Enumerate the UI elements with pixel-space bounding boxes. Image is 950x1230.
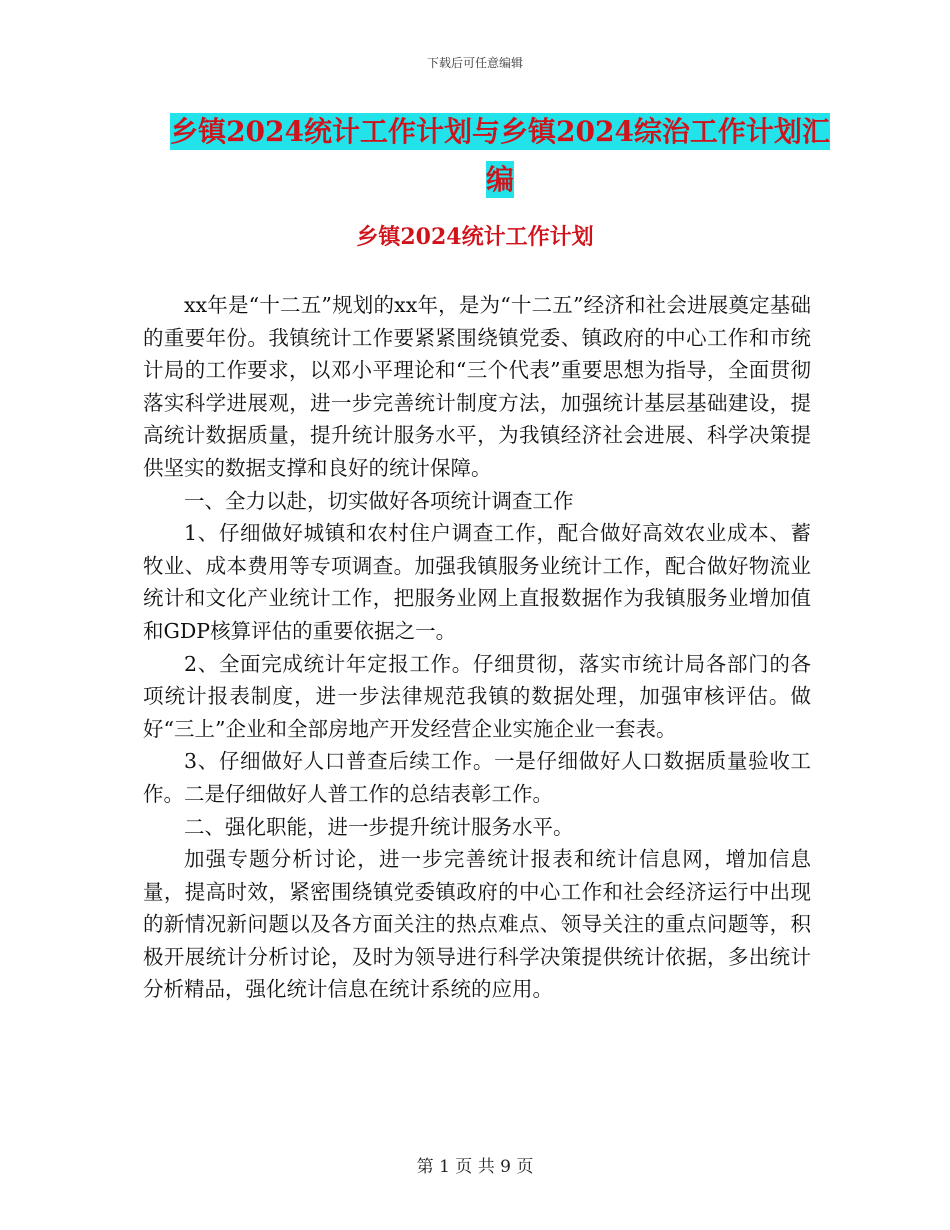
paragraph: 2、全面完成统计年定报工作。仔细贯彻，落实市统计局各部门的各项统计报表制度，进一步法律规范我镇的数据处理，加强审核评估。做好“三上”企业和全部房地产开发经营企业实施企业一套表。 — [143, 651, 811, 741]
paragraph: 加强专题分析讨论，进一步完善统计报表和统计信息网，增加信息量，提高时效，紧密围绕镇党委镇政府的中心工作和社会经济运行中出现的新情况新问题以及各方面关注的热点难点、领导关注的重点问题等，积极开展统计分析讨论，及时为领导进行科学决策提供统计依据，多出统计分析精品，强化统计信息在统计系统的应用。 — [143, 847, 811, 1002]
paragraph-heading: 二、强化职能，进一步提升统计服务水平。 — [184, 814, 574, 839]
paragraph: 1、仔细做好城镇和农村住户调查工作，配合做好高效农业成本、蓄牧业、成本费用等专项调查。加强我镇服务业统计工作，配合做好物流业统计和文化产业统计工作，把服务业网上直报数据作为我镇服务业增加值和GDP核算评估的重要依据之一。 — [143, 521, 811, 643]
paragraph-heading: 一、全力以赴，切实做好各项统计调查工作 — [184, 488, 574, 513]
header-note: 下载后可任意编辑 — [426, 56, 523, 70]
document-title — [150, 108, 850, 204]
page-footer: 第 1 页 共 9 页 — [416, 1157, 534, 1177]
document-title-line-1: 乡镇2024统计工作计划与乡镇2024综治工作计划汇 — [170, 115, 830, 148]
section-title: 乡镇2024统计工作计划 — [356, 224, 594, 250]
paragraph: xx年是“十二五”规划的xx年，是为“十二五”经济和社会进展奠定基础的重要年份。我镇统计工作要紧紧围绕镇党委、镇政府的中心工作和市统计局的工作要求，以邓小平理论和“三个代表”重要思想为指导，全面贯彻落实科学进展观，进一步完善统计制度方法，加强统计基层基础建设，提高统计数据质量，提升统计服务水平，为我镇经济社会进展、科学决策提供坚实的数据支撑和良好的统计保障。 — [143, 293, 811, 480]
document-title-line-2: 编 — [485, 163, 514, 196]
body-text — [143, 289, 811, 1006]
paragraph: 3、仔细做好人口普查后续工作。一是仔细做好人口数据质量验收工作。二是仔细做好人普工作的总结表彰工作。 — [143, 749, 811, 806]
